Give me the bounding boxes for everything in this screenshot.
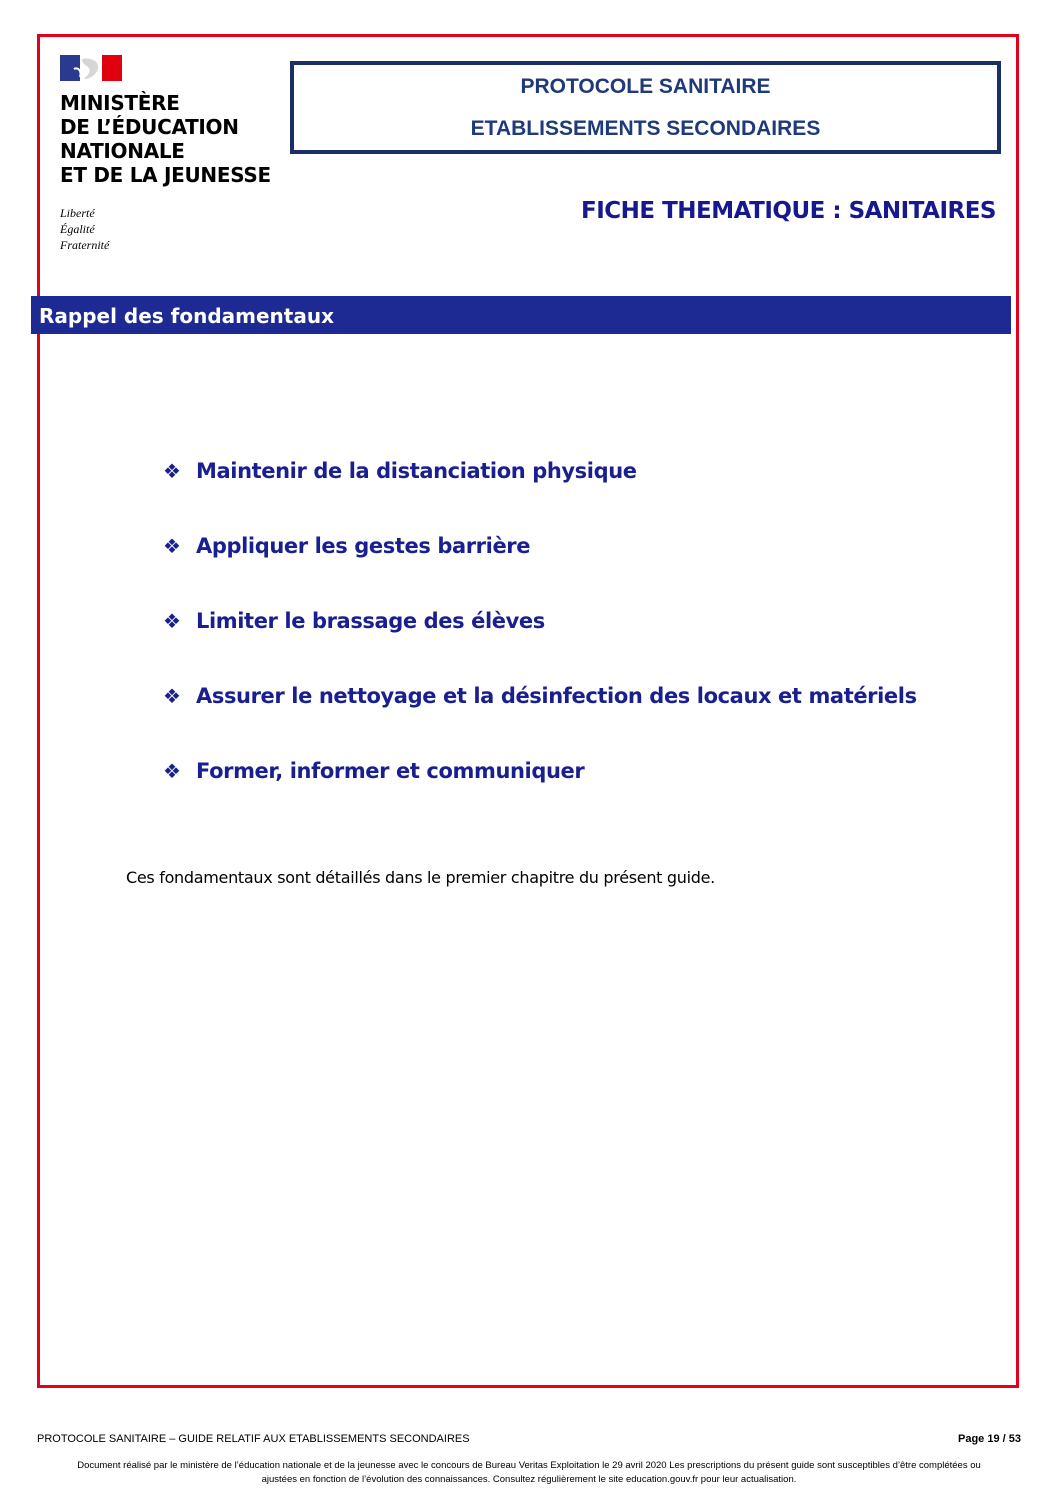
list-item — [163, 604, 917, 679]
motto-line: Égalité — [60, 222, 95, 236]
disclaimer-line: Document réalisé par le ministère de l’éducation nationale et de la jeunesse avec le concours de Bureau Veritas Exploitation le 29 avril 2020 Les prescriptions du présent guide sont susceptibles d’être complétées ou — [77, 1460, 981, 1471]
section-heading: Rappel des fondamentaux — [31, 296, 1011, 334]
diamond-bullet-icon: ❖ — [163, 459, 181, 483]
ministry-name — [60, 91, 271, 187]
fundamentals-list — [163, 454, 917, 829]
diamond-bullet-icon: ❖ — [163, 609, 181, 633]
ministry-line: ET DE LA JEUNESSE — [60, 163, 271, 187]
page-number: Page 19 / 53 — [958, 1433, 1021, 1445]
protocol-subtitle: ETABLISSEMENTS SECONDAIRES — [470, 117, 821, 140]
list-item — [163, 679, 917, 754]
list-item-text: Limiter le brassage des élèves — [196, 609, 545, 633]
diamond-bullet-icon: ❖ — [163, 534, 181, 558]
footer-disclaimer — [30, 1459, 1028, 1487]
marianne-flag-icon — [60, 55, 122, 81]
list-item-text: Assurer le nettoyage et la désinfection des locaux et matériels — [196, 684, 917, 708]
list-item — [163, 454, 917, 529]
fiche-title: FICHE THEMATIQUE : SANITAIRES — [581, 198, 996, 224]
protocol-title: PROTOCOLE SANITAIRE — [520, 75, 771, 98]
disclaimer-line: ajustées en fonction de l’évolution des connaissances. Consultez régulièrement le site education.gouv.fr pour leur actualisation. — [261, 1474, 797, 1485]
list-item — [163, 754, 917, 829]
ministry-line: NATIONALE — [60, 139, 185, 163]
motto-line: Fraternité — [60, 238, 110, 252]
list-item — [163, 529, 917, 604]
list-item-text: Maintenir de la distanciation physique — [196, 459, 637, 483]
list-item-text: Former, informer et communiquer — [196, 759, 585, 783]
motto-line: Liberté — [60, 206, 95, 220]
list-item-text: Appliquer les gestes barrière — [196, 534, 531, 558]
diamond-bullet-icon: ❖ — [163, 684, 181, 708]
protocol-title-box — [290, 61, 1001, 154]
footer-document-title: PROTOCOLE SANITAIRE – GUIDE RELATIF AUX ETABLISSEMENTS SECONDAIRES — [37, 1433, 470, 1445]
ministry-line: DE L’ÉDUCATION — [60, 115, 239, 139]
ministry-line: MINISTÈRE — [60, 91, 180, 115]
republic-motto — [60, 205, 109, 253]
diamond-bullet-icon: ❖ — [163, 759, 181, 783]
body-note: Ces fondamentaux sont détaillés dans le premier chapitre du présent guide. — [126, 868, 715, 887]
